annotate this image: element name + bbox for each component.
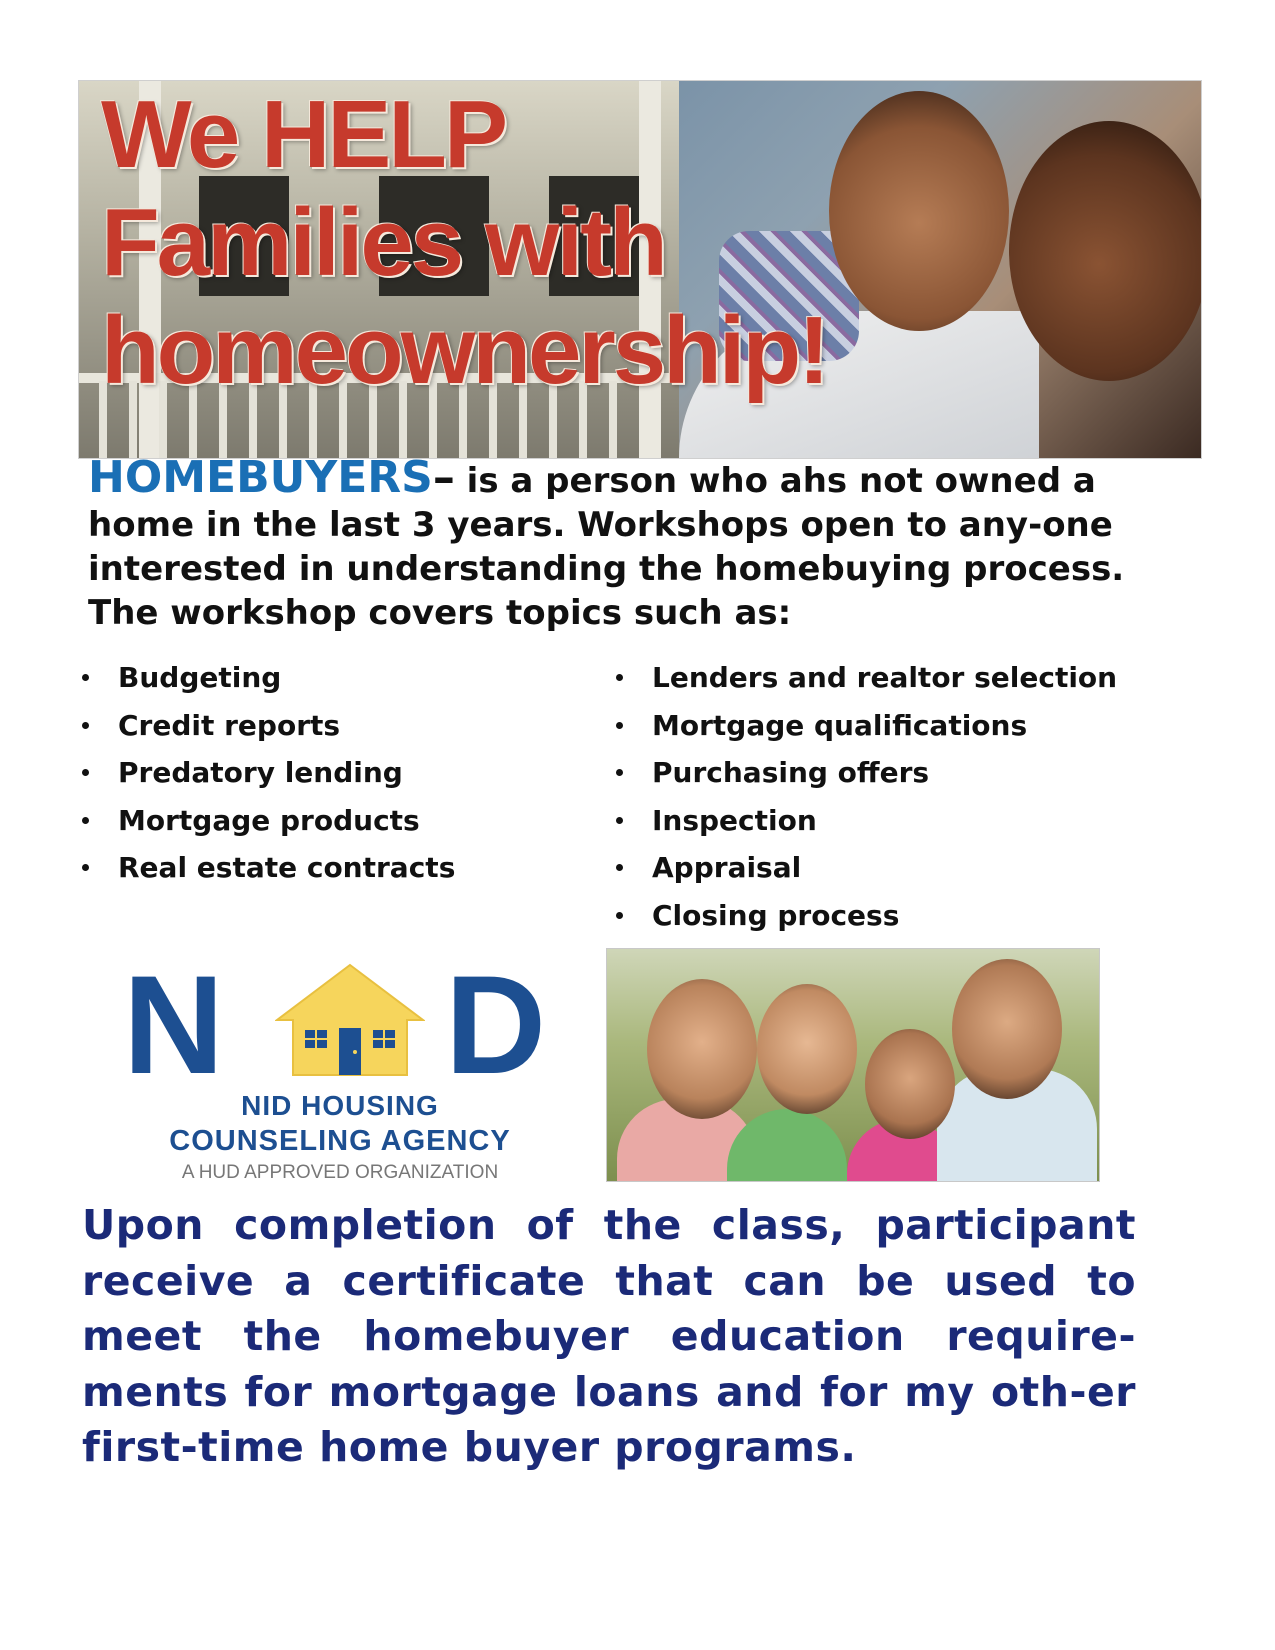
logo-tagline: A HUD APPROVED ORGANIZATION [181,1162,499,1183]
list-item [80,848,560,896]
topic-label: Inspection [652,803,817,837]
topic-label: Mortgage products [118,803,420,837]
logo-name-line2: COUNSELING AGENCY [169,1125,511,1157]
bullet-icon [616,722,623,729]
topic-label: Predatory lending [118,756,403,789]
topics-list-left [80,658,560,896]
hero-title-line: Families with [101,189,665,296]
topic-label: Credit reports [118,708,341,742]
logo-letter-n: N [123,946,221,1103]
bullet-icon [616,864,623,871]
certificate-statement: Upon completion of the class, participant receive a certificate that can be used to meet the homebuyer education require-ments for mortgage loans and for my oth-er first-time home buyer programs. [82,1201,1136,1471]
topic-label: Budgeting [118,661,282,694]
intro-dash: – [432,452,455,503]
bullet-icon [616,769,623,776]
topic-label: Mortgage qualifications [652,708,1028,742]
list-item [614,658,1174,706]
bullet-icon [82,674,89,681]
list-item [614,801,1174,849]
bullet-icon [616,912,623,919]
hero-title [101,81,828,405]
topic-label: Appraisal [652,851,802,884]
bullet-icon [82,864,89,871]
hero-title-line: We HELP [101,81,505,188]
list-item [614,706,1174,754]
bullet-icon [616,674,623,681]
logo-letter-d: D [445,946,547,1103]
list-item [80,753,560,801]
list-item [80,658,560,706]
topic-label: Closing process [652,898,900,932]
bullet-icon [616,817,623,824]
bullet-icon [82,769,89,776]
bullet-icon [82,817,89,824]
house-icon [275,960,425,1080]
topic-label: Lenders and realtor selection [652,661,1118,694]
intro-text: is a person who ahs not owned a home in the last 3 years. Workshops open to any-one interested in understanding the homebuying process. The workshop covers topics such as: [88,461,1125,633]
homebuyers-keyword: HOMEBUYERS [88,452,433,503]
bullet-icon [82,722,89,729]
hero-banner [78,80,1202,459]
topic-label: Real estate contracts [118,851,456,884]
list-item [614,753,1174,801]
list-item [80,706,560,754]
list-item [614,848,1174,896]
list-item [614,896,1174,944]
logo-name-line1: NID HOUSING [241,1090,439,1121]
list-item [80,801,560,849]
topics-list-right [614,658,1174,943]
intro-paragraph [88,452,1148,635]
hero-title-line: homeownership! [101,297,828,404]
nid-logo [115,946,565,1190]
family-photo [606,948,1100,1182]
topic-label: Purchasing offers [652,756,930,789]
